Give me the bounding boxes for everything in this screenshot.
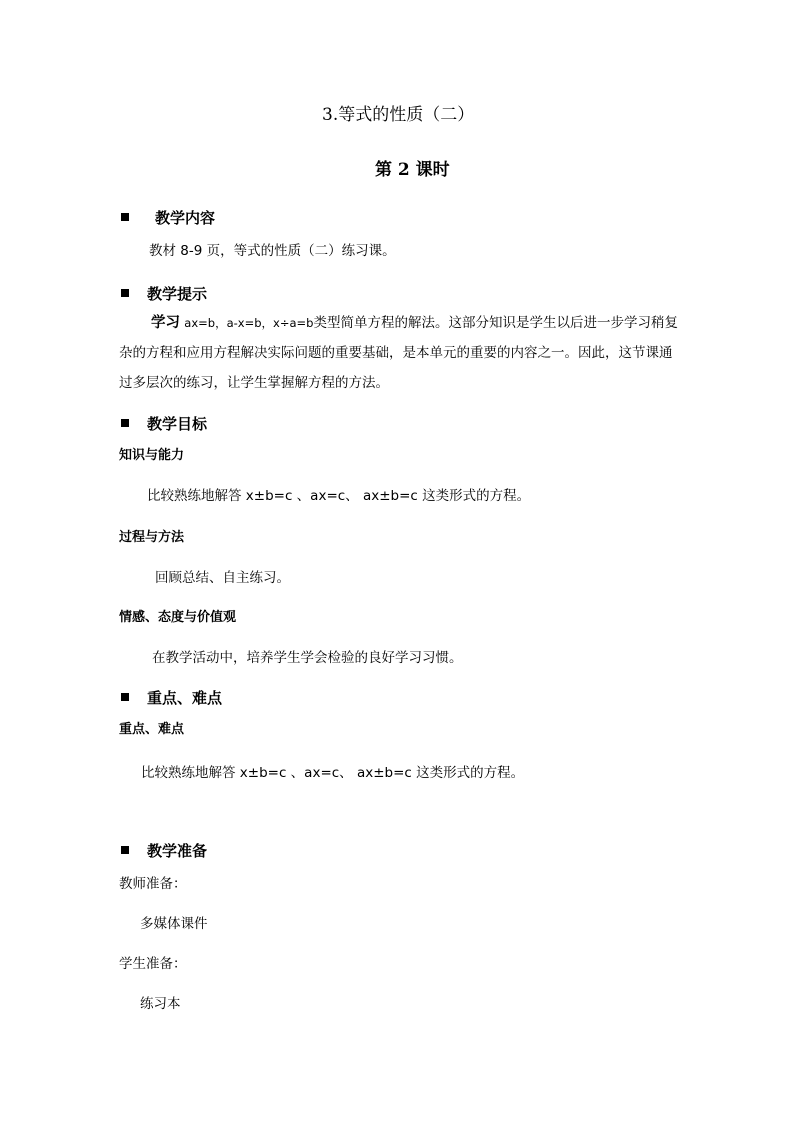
square-bullet-icon bbox=[121, 213, 129, 221]
square-bullet-icon bbox=[121, 289, 129, 297]
prep-student-label: 学生准备： bbox=[119, 956, 187, 972]
section-heading-key bbox=[121, 687, 222, 708]
prep-student-item: 练习本 bbox=[140, 996, 181, 1012]
section-heading-hint bbox=[121, 283, 207, 304]
goals-emotion-text: 在教学活动中，培养学生学会检验的良好学习习惯。 bbox=[152, 650, 463, 666]
goals-process-title: 过程与方法 bbox=[119, 530, 185, 545]
goals-knowledge-text: 比较熟练地解答 x±b=c 、ax=c、 ax±b=c 这类形式的方程。 bbox=[147, 488, 531, 504]
goals-knowledge-title: 知识与能力 bbox=[119, 448, 185, 463]
key-text: 比较熟练地解答 x±b=c 、ax=c、 ax±b=c 这类形式的方程。 bbox=[141, 765, 525, 781]
goals-emotion-title: 情感、态度与价值观 bbox=[119, 610, 237, 625]
square-bullet-icon bbox=[121, 846, 129, 854]
section-heading-text: 教学内容 bbox=[155, 209, 216, 227]
section-heading-text: 重点、难点 bbox=[147, 689, 223, 707]
key-sub-title: 重点、难点 bbox=[119, 722, 185, 737]
prep-teacher-label: 教师准备： bbox=[119, 876, 187, 892]
square-bullet-icon bbox=[121, 693, 129, 701]
prep-teacher-item: 多媒体课件 bbox=[140, 916, 208, 932]
section-heading-text: 教学准备 bbox=[147, 842, 208, 860]
document-subtitle: 第 2 课时 bbox=[375, 160, 450, 180]
hint-text: 类型简单方程的解法。这部分知识是学生以后进一步学习稍复杂的方程和应用方程解决实际问题的重要基础，是本单元的重要的内容之一。因此，这节课通过多层次的练习，让学生掌握解方程的方法。 bbox=[119, 315, 678, 391]
hint-formulas: ax=b，a-x=b，x÷a=b bbox=[184, 316, 314, 330]
section-heading-content bbox=[121, 207, 215, 228]
goals-process-text: 回顾总结、自主练习。 bbox=[155, 570, 290, 586]
section-heading-goals bbox=[121, 413, 207, 434]
square-bullet-icon bbox=[121, 419, 129, 427]
section-heading-prep bbox=[121, 840, 207, 861]
section-heading-text: 教学提示 bbox=[147, 285, 208, 303]
section-heading-text: 教学目标 bbox=[147, 415, 208, 433]
hint-lead: 学习 bbox=[151, 315, 180, 331]
hint-paragraph bbox=[119, 308, 679, 398]
document-title: 3.等式的性质（二） bbox=[322, 105, 475, 125]
content-text: 教材 8-9 页，等式的性质（二）练习课。 bbox=[149, 243, 396, 259]
